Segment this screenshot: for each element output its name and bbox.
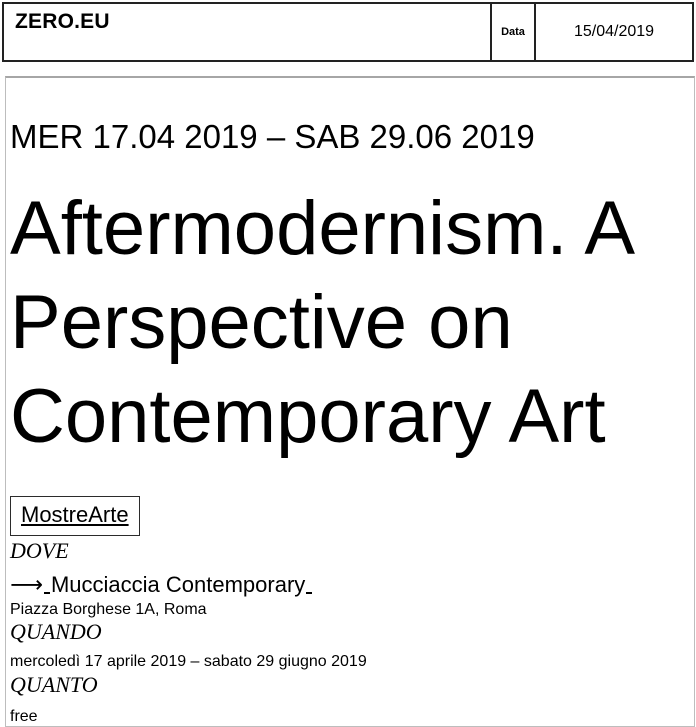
site-logo: ZERO.EU [15,10,110,33]
price-label: QUANTO [10,672,98,697]
underline-mark [306,592,312,594]
event-date-range: MER 17.04 2019 – SAB 29.06 2019 [10,118,535,155]
event-panel [5,76,695,727]
where-label: DOVE [10,538,69,563]
when-label: QUANDO [10,619,102,644]
venue-link[interactable] [10,572,313,597]
venue-address: Piazza Borghese 1A, Roma [10,601,207,618]
print-header [2,2,694,62]
when-value: mercoledì 17 aprile 2019 – sabato 29 giugno 2019 [10,653,367,670]
venue-line [10,572,690,598]
date-label: Data [490,4,534,60]
venue-name: Mucciaccia Contemporary [50,572,306,597]
category-tag-mostrearte[interactable]: MostreArte [10,496,140,536]
underline-mark [44,592,50,594]
price-value: free [10,708,38,725]
print-date: 15/04/2019 [534,4,692,60]
event-title: Aftermodernism. A Perspective on Contemporary Art [10,186,631,459]
long-right-arrow-icon: ⟶ [10,572,43,598]
